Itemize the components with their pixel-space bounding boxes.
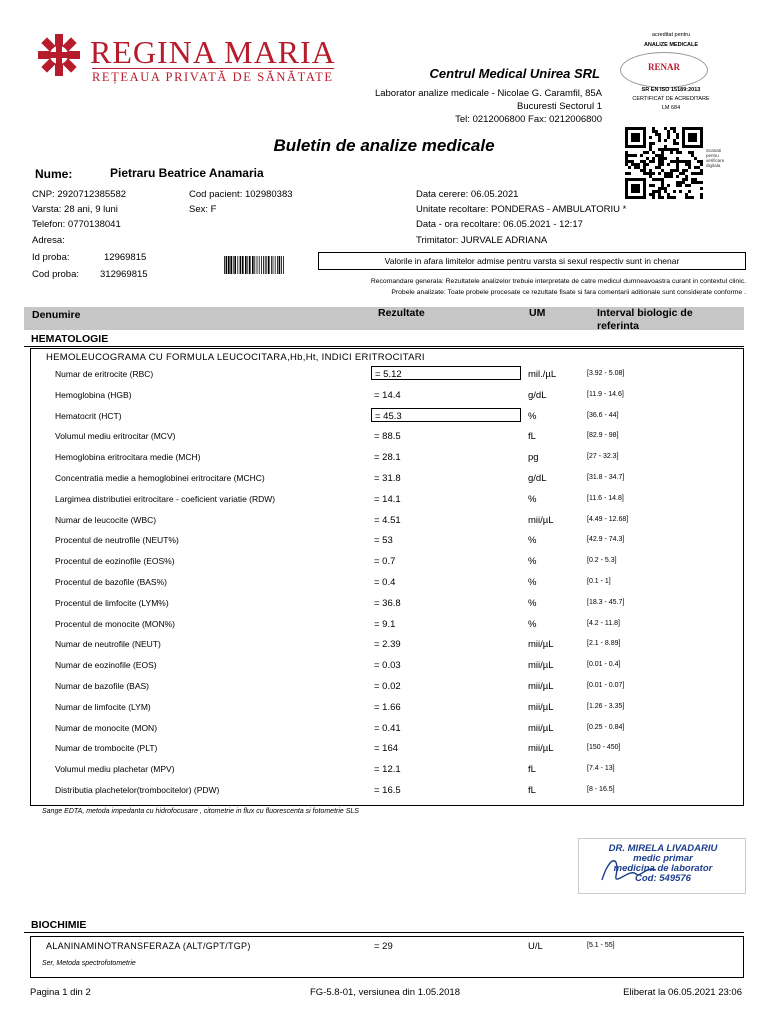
patient-sex: Sex: F bbox=[189, 204, 217, 215]
qr-caption: Scanati pentru verificare digitala bbox=[706, 148, 725, 168]
lab-contact: Tel: 0212006800 Fax: 0212006800 bbox=[455, 114, 602, 125]
patient-code: Cod pacient: 102980383 bbox=[189, 189, 293, 200]
test-unit: mii/µL bbox=[528, 639, 554, 651]
test-value: = 88.5 bbox=[374, 431, 401, 443]
request-date: Data cerere: 06.05.2021 bbox=[416, 189, 519, 200]
test-name: Procentul de bazofile (BAS%) bbox=[55, 577, 167, 587]
test-reference: [7.4 - 13] bbox=[587, 765, 615, 773]
test-reference: [0.01 - 0.4] bbox=[587, 661, 621, 669]
form-version: FG-5.8-01, versiunea din 1.05.2018 bbox=[310, 987, 460, 998]
test-unit: g/dL bbox=[528, 389, 547, 401]
test-name: ALANINAMINOTRANSFERAZA (ALT/GPT/TGP) bbox=[46, 941, 251, 951]
sample-code: 312969815 bbox=[100, 269, 148, 280]
table-row bbox=[0, 781, 768, 801]
test-name: Numar de neutrofile (NEUT) bbox=[55, 639, 161, 650]
test-unit: fL bbox=[528, 764, 536, 776]
issued-date: Eliberat la 06.05.2021 23:06 bbox=[623, 987, 742, 998]
table-row bbox=[0, 698, 768, 718]
patient-cnp: CNP: 2920712385582 bbox=[32, 189, 127, 200]
test-unit: fL bbox=[528, 431, 536, 443]
general-recommendation: Recomandare generala: Rezultatele analizelor trebuie interpretate de catre medicul dumneavoastra curant in contextul clinic. bbox=[370, 278, 746, 285]
test-reference: [0.2 - 5.3] bbox=[587, 557, 617, 565]
table-row bbox=[0, 552, 768, 572]
table-row bbox=[0, 427, 768, 447]
patient-age: Varsta: 28 ani, 9 luni bbox=[32, 204, 118, 215]
table-row bbox=[0, 531, 768, 551]
test-name: Hematocrit (HCT) bbox=[55, 410, 122, 421]
lab-city: Bucuresti Sectorul 1 bbox=[516, 101, 602, 112]
test-unit: U/L bbox=[528, 941, 543, 952]
test-name: Volumul mediu plachetar (MPV) bbox=[55, 764, 175, 775]
renar-seal-icon bbox=[620, 52, 708, 88]
header-denumire: Denumire bbox=[32, 309, 81, 321]
section-divider bbox=[24, 932, 744, 933]
processed-samples-note: Probele analizate: Toate probele procesate ce rezultate fisate si fara comentarii aditionale sunt considerate conforme . bbox=[391, 289, 746, 296]
test-value: = 164 bbox=[374, 743, 399, 755]
test-name: Numar de leucocite (WBC) bbox=[55, 514, 157, 525]
test-reference: [8 - 16.5] bbox=[587, 786, 615, 793]
table-row bbox=[0, 386, 768, 406]
table-row bbox=[0, 469, 768, 489]
test-reference: [4.49 - 12.68] bbox=[587, 515, 629, 523]
test-value: = 0.7 bbox=[374, 556, 396, 568]
test-reference: [4.2 - 11.8] bbox=[587, 619, 620, 627]
test-unit: mii/µL bbox=[528, 701, 554, 713]
accreditation-standard: SR EN ISO 15189:2013 bbox=[641, 87, 701, 93]
test-value: = 0.41 bbox=[374, 722, 401, 734]
test-value: = 14.1 bbox=[374, 493, 401, 505]
table-row bbox=[0, 656, 768, 676]
test-value: = 5.12 bbox=[371, 366, 521, 380]
test-reference: [150 - 450] bbox=[587, 744, 621, 752]
test-name: Procentul de limfocite (LYM%) bbox=[55, 597, 169, 608]
test-unit: % bbox=[528, 493, 537, 505]
test-value: = 53 bbox=[374, 535, 393, 547]
brand-tagline: REȚEAUA PRIVATĂ DE SĂNĂTATE bbox=[92, 70, 334, 84]
test-name: Procentul de monocite (MON%) bbox=[55, 618, 175, 629]
test-name: Numar de trombocite (PLT) bbox=[55, 743, 158, 754]
accreditation-line-2: ANALIZE MEDICALE bbox=[643, 42, 699, 48]
test-reference: [0.01 - 0.07] bbox=[587, 682, 625, 689]
patient-name-label: Nume: bbox=[35, 167, 73, 181]
test-reference: [0.1 - 1] bbox=[587, 578, 611, 585]
test-unit: % bbox=[528, 535, 537, 547]
test-unit: % bbox=[528, 577, 537, 588]
table-row bbox=[0, 490, 768, 510]
test-unit: % bbox=[528, 556, 537, 568]
page-number: Pagina 1 din 2 bbox=[30, 987, 91, 998]
test-unit: % bbox=[528, 618, 537, 630]
document-title: Buletin de analize medicale bbox=[273, 136, 495, 155]
test-reference: [3.92 - 5.08] bbox=[587, 370, 625, 377]
doctor-code: Cod: 549576 bbox=[635, 873, 691, 884]
test-value: = 9.1 bbox=[374, 618, 396, 630]
test-value: = 1.66 bbox=[374, 701, 401, 713]
test-unit: mii/µL bbox=[528, 660, 554, 672]
test-reference: [2.1 - 8.89] bbox=[587, 640, 621, 648]
test-reference: [11.9 - 14.6] bbox=[587, 390, 624, 398]
table-row bbox=[0, 937, 768, 957]
brand-name: REGINA MARIA bbox=[90, 34, 336, 70]
test-reference: [0.25 - 0.84] bbox=[587, 723, 625, 731]
test-value: = 16.5 bbox=[374, 785, 401, 796]
sample-code-label: Cod proba: bbox=[32, 269, 80, 280]
biochemistry-method: Ser, Metoda spectrofotometrie bbox=[42, 960, 136, 967]
table-row bbox=[0, 719, 768, 739]
table-row bbox=[0, 739, 768, 759]
test-value: = 0.4 bbox=[374, 577, 396, 588]
header-um: UM bbox=[529, 307, 546, 319]
test-reference: [82.9 - 98] bbox=[587, 432, 619, 440]
test-name: Largimea distributiei eritrocitare - coeficient variatie (RDW) bbox=[55, 493, 276, 504]
test-name: Hemoglobina (HGB) bbox=[55, 389, 132, 400]
test-reference: [18.3 - 45.7] bbox=[587, 598, 625, 606]
test-value: = 28.1 bbox=[374, 452, 401, 464]
accreditation-code: LM 684 bbox=[661, 105, 681, 111]
test-reference: [42.9 - 74.3] bbox=[587, 536, 625, 544]
test-unit: % bbox=[528, 410, 537, 422]
test-value: = 14.4 bbox=[374, 389, 401, 401]
test-reference: [27 - 32.3] bbox=[587, 453, 619, 461]
test-unit: fL bbox=[528, 785, 536, 796]
patient-name: Pietraru Beatrice Anamaria bbox=[110, 166, 264, 180]
test-name: Numar de monocite (MON) bbox=[55, 722, 158, 733]
regina-maria-cross-logo-icon bbox=[36, 32, 82, 78]
test-unit: mii/µL bbox=[528, 743, 554, 755]
handwritten-signature-icon bbox=[590, 846, 670, 890]
sample-barcode-icon bbox=[224, 256, 284, 274]
test-name: Numar de limfocite (LYM) bbox=[55, 701, 151, 712]
doctor-specialty: medicina de laborator bbox=[613, 863, 713, 874]
table-row bbox=[0, 511, 768, 531]
collection-datetime: Data - ora recoltare: 06.05.2021 - 12:17 bbox=[416, 219, 583, 230]
test-unit: g/dL bbox=[528, 473, 547, 484]
hematology-method: Sange EDTA, metoda impedanta cu hidrofocusare , citometrie in flux cu fluorescenta si fotometrie SLS bbox=[42, 808, 359, 815]
patient-phone: Telefon: 0770138041 bbox=[32, 219, 121, 230]
renar-label: RENAR bbox=[647, 62, 680, 72]
test-unit: mii/µL bbox=[528, 514, 554, 526]
test-unit: mil./µL bbox=[528, 369, 557, 380]
test-value: = 36.8 bbox=[374, 597, 401, 609]
table-row bbox=[0, 594, 768, 614]
test-unit: pg bbox=[528, 452, 539, 464]
section-biochimie: BIOCHIMIE bbox=[31, 919, 87, 931]
section-divider bbox=[24, 346, 744, 347]
test-unit: mii/µL bbox=[528, 681, 554, 692]
table-row bbox=[0, 635, 768, 655]
test-value: = 12.1 bbox=[374, 764, 401, 776]
test-value: = 4.51 bbox=[374, 514, 401, 526]
test-name: Procentul de eozinofile (EOS%) bbox=[55, 556, 175, 567]
test-value: = 2.39 bbox=[374, 639, 401, 651]
accreditation-certificate: CERTIFICAT DE ACREDITARE bbox=[632, 96, 710, 102]
results-table-header bbox=[24, 307, 744, 330]
doctor-name: DR. MIRELA LIVADARIU bbox=[608, 843, 718, 854]
test-unit: mii/µL bbox=[528, 722, 554, 734]
lab-address: Laborator analize medicale - Nicolae G. Caramfil, 85A bbox=[374, 88, 602, 99]
test-reference: [31.8 - 34.7] bbox=[587, 474, 625, 481]
test-name: Distributia plachetelor(trombocitelor) (PDW) bbox=[55, 785, 220, 795]
table-row bbox=[0, 760, 768, 780]
table-row bbox=[0, 448, 768, 468]
out-of-range-notice: Valorile in afara limitelor admise pentru varsta si sexul respectiv sunt in chenar bbox=[318, 252, 746, 270]
test-reference: [5.1 - 55] bbox=[587, 942, 615, 949]
test-reference: [36.6 - 44] bbox=[587, 411, 619, 419]
medical-center-name: Centrul Medical Unirea SRL bbox=[429, 66, 600, 81]
test-value: = 29 bbox=[374, 941, 393, 952]
sample-id-label: Id proba: bbox=[32, 252, 70, 263]
test-name: Concentratia medie a hemoglobinei eritrocitare (MCHC) bbox=[55, 473, 265, 483]
table-row bbox=[0, 677, 768, 697]
collection-unit: Unitate recoltare: PONDERAS - AMBULATORIU * bbox=[416, 204, 627, 215]
doctor-title: medic primar bbox=[633, 853, 693, 864]
table-row bbox=[0, 615, 768, 635]
header-reference: Interval biologic de bbox=[597, 307, 693, 319]
patient-address: Adresa: bbox=[32, 235, 65, 246]
test-name: Procentul de neutrofile (NEUT%) bbox=[55, 535, 179, 546]
test-name: Numar de bazofile (BAS) bbox=[55, 681, 150, 691]
sample-id: 12969815 bbox=[104, 252, 147, 263]
test-name: Numar de eritrocite (RBC) bbox=[55, 369, 154, 379]
header-rezultate: Rezultate bbox=[378, 307, 425, 319]
test-value: = 0.03 bbox=[374, 660, 401, 672]
table-row bbox=[0, 365, 768, 385]
section-hematologie: HEMATOLOGIE bbox=[31, 333, 109, 345]
referring-doctor: Trimitator: JURVALE ADRIANA bbox=[416, 235, 548, 246]
test-name: Hemoglobina eritrocitara medie (MCH) bbox=[55, 452, 201, 463]
header-reference-2: referinta bbox=[597, 320, 640, 332]
test-value: = 45.3 bbox=[371, 408, 521, 422]
hemogram-group-title: HEMOLEUCOGRAMA CU FORMULA LEUCOCITARA,Hb,Ht, INDICI ERITROCITARI bbox=[46, 352, 425, 363]
test-name: Numar de eozinofile (EOS) bbox=[55, 660, 157, 671]
test-reference: [11.6 - 14.8] bbox=[587, 494, 624, 502]
test-name: Volumul mediu eritrocitar (MCV) bbox=[55, 431, 176, 442]
table-row bbox=[0, 573, 768, 593]
test-value: = 31.8 bbox=[374, 473, 401, 484]
test-reference: [1.26 - 3.35] bbox=[587, 702, 625, 710]
test-value: = 0.02 bbox=[374, 681, 401, 692]
table-row bbox=[0, 407, 768, 427]
test-unit: % bbox=[528, 597, 537, 609]
accreditation-line-1: acreditat pentru bbox=[651, 32, 691, 38]
